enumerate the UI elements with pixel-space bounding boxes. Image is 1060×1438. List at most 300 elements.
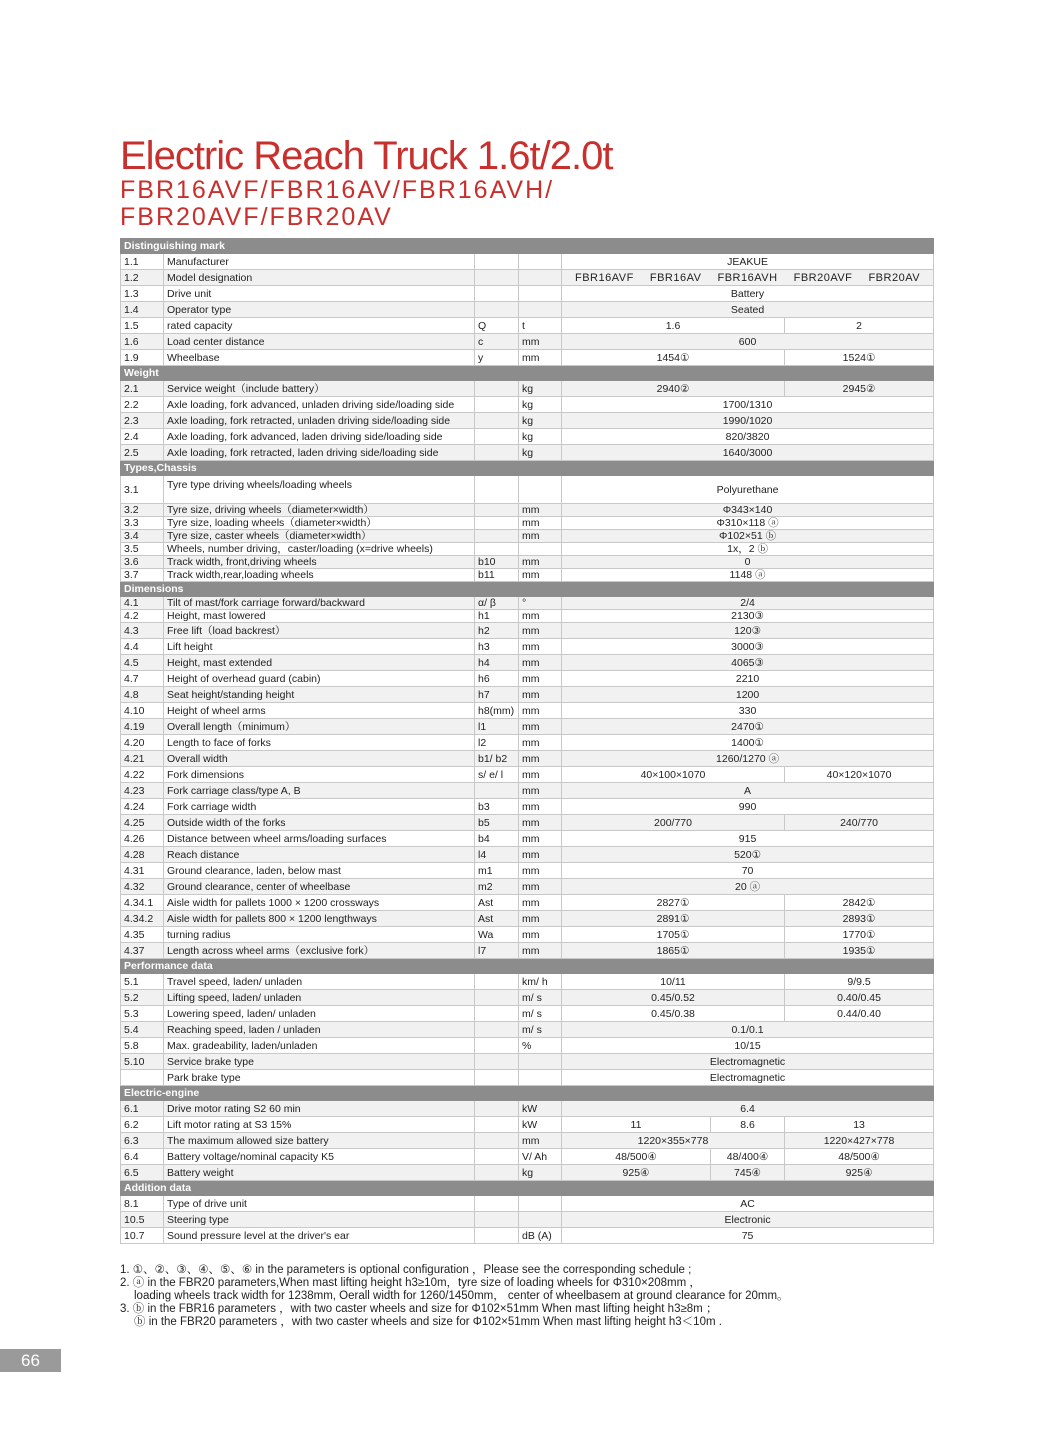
value-cell: 6.4 [562, 1101, 934, 1117]
value-cell: 0 [562, 556, 934, 569]
row-number: 1.4 [121, 302, 164, 318]
row-number: 4.5 [121, 655, 164, 671]
value-cell: 2827① [562, 895, 785, 911]
row-unit: mm [519, 504, 562, 517]
value-cell: AC [562, 1196, 934, 1212]
value-cell: 1700/1310 [562, 397, 934, 413]
row-symbol [475, 476, 519, 504]
value-cell: 1400① [562, 735, 934, 751]
footnote-line: 2. ⓐ in the FBR20 parameters,When mast lifting height h3≥10m，tyre size of loading wheels for Φ310×208mm ， [120, 1277, 701, 1289]
value-cell: Electromagnetic [562, 1070, 934, 1086]
row-name: Reach distance [164, 847, 475, 863]
value-cell: 1935① [785, 943, 934, 959]
row-number: 5.4 [121, 1022, 164, 1038]
row-symbol [475, 974, 519, 990]
table-row [121, 703, 934, 719]
table-row [121, 270, 934, 286]
value-cell: 240/770 [785, 815, 934, 831]
row-number: 4.23 [121, 783, 164, 799]
row-unit: mm [519, 569, 562, 582]
value-cell: 925④ [785, 1165, 934, 1181]
row-symbol: h3 [475, 639, 519, 655]
row-unit: dB (A) [519, 1228, 562, 1244]
row-number: 4.22 [121, 767, 164, 783]
page-number: 66 [0, 1349, 61, 1372]
section-title: Types,Chassis [121, 461, 934, 476]
row-name: Height, mast extended [164, 655, 475, 671]
row-symbol [475, 254, 519, 270]
row-number: 1.2 [121, 270, 164, 286]
model-name: FBR16AV [649, 271, 702, 284]
section-header [121, 366, 934, 381]
row-unit [519, 1054, 562, 1070]
row-name: Type of drive unit [164, 1196, 475, 1212]
value-cell: 1200 [562, 687, 934, 703]
value-cell: 2470① [562, 719, 934, 735]
row-unit [519, 1212, 562, 1228]
table-row [121, 1212, 934, 1228]
row-name: Axle loading, fork advanced, unladen driving side/loading side [164, 397, 475, 413]
row-number: 1.6 [121, 334, 164, 350]
row-number: 8.1 [121, 1196, 164, 1212]
row-number: 4.8 [121, 687, 164, 703]
value-cell: 915 [562, 831, 934, 847]
row-unit: mm [519, 1133, 562, 1149]
value-cell: 2210 [562, 671, 934, 687]
value-cell: 2130③ [562, 610, 934, 623]
row-symbol [475, 1054, 519, 1070]
row-unit: mm [519, 671, 562, 687]
value-cell: 8.6 [711, 1117, 785, 1133]
section-title: Weight [121, 366, 934, 381]
row-name: Track width, front,driving wheels [164, 556, 475, 569]
row-name: Fork carriage width [164, 799, 475, 815]
row-symbol: s/ e/ l [475, 767, 519, 783]
footnote-line: ⓑ in the FBR20 parameters ，with two caster wheels and size for Φ102×51mm When mast lifting height h3＜10m . [134, 1316, 722, 1328]
row-unit: mm [519, 863, 562, 879]
row-name: Tilt of mast/fork carriage forward/backward [164, 597, 475, 610]
row-number: 2.4 [121, 429, 164, 445]
row-symbol: l1 [475, 719, 519, 735]
value-cell: 1640/3000 [562, 445, 934, 461]
row-name: Service weight（include battery） [164, 381, 475, 397]
row-unit: km/ h [519, 974, 562, 990]
row-unit: kW [519, 1117, 562, 1133]
table-row [121, 687, 934, 703]
table-row [121, 1070, 934, 1086]
row-name: Length to face of forks [164, 735, 475, 751]
row-symbol [475, 1070, 519, 1086]
row-unit: mm [519, 687, 562, 703]
table-row [121, 1228, 934, 1244]
row-unit: m/ s [519, 1022, 562, 1038]
value-cell: 10/15 [562, 1038, 934, 1054]
row-number: 4.31 [121, 863, 164, 879]
row-number: 5.2 [121, 990, 164, 1006]
row-unit: mm [519, 783, 562, 799]
table-row [121, 671, 934, 687]
value-cell: JEAKUE [562, 254, 934, 270]
row-unit: mm [519, 517, 562, 530]
model-designation-cell [562, 270, 934, 286]
row-name: Load center distance [164, 334, 475, 350]
section-title: Dimensions [121, 582, 934, 597]
row-unit [519, 543, 562, 556]
value-cell: 40×100×1070 [562, 767, 785, 783]
value-cell: 1524① [785, 350, 934, 366]
row-symbol: b4 [475, 831, 519, 847]
row-unit: mm [519, 610, 562, 623]
row-unit: ° [519, 597, 562, 610]
value-cell: 3000③ [562, 639, 934, 655]
value-cell: 2940② [562, 381, 785, 397]
table-row [121, 334, 934, 350]
table-row [121, 831, 934, 847]
row-symbol: h6 [475, 671, 519, 687]
table-row [121, 397, 934, 413]
row-symbol: b5 [475, 815, 519, 831]
row-symbol [475, 1133, 519, 1149]
value-cell: 0.40/0.45 [785, 990, 934, 1006]
model-name: FBR20AVF [793, 271, 853, 284]
row-symbol [475, 1022, 519, 1038]
row-unit: mm [519, 895, 562, 911]
table-row [121, 783, 934, 799]
row-number: 10.7 [121, 1228, 164, 1244]
row-unit: mm [519, 847, 562, 863]
row-unit: mm [519, 703, 562, 719]
row-name: Tyre size, loading wheels（diameter×width） [164, 517, 475, 530]
row-unit: kg [519, 397, 562, 413]
row-name: Drive unit [164, 286, 475, 302]
table-row [121, 504, 934, 517]
value-cell: Electromagnetic [562, 1054, 934, 1070]
value-cell: 1220×355×778 [562, 1133, 785, 1149]
value-cell: 48/500④ [785, 1149, 934, 1165]
footnotes [120, 1264, 950, 1329]
value-cell: 48/500④ [562, 1149, 711, 1165]
row-unit: mm [519, 735, 562, 751]
section-header [121, 461, 934, 476]
row-name: Tyre size, caster wheels（diameter×width） [164, 530, 475, 543]
table-row [121, 381, 934, 397]
value-cell: 1770① [785, 927, 934, 943]
row-number: 4.25 [121, 815, 164, 831]
row-symbol: h2 [475, 623, 519, 639]
row-number: 4.34.2 [121, 911, 164, 927]
row-number: 3.2 [121, 504, 164, 517]
row-number: 4.35 [121, 927, 164, 943]
model-name: FBR20AV [868, 271, 921, 284]
row-symbol [475, 302, 519, 318]
row-name: Battery voltage/nominal capacity K5 [164, 1149, 475, 1165]
table-row [121, 517, 934, 530]
row-symbol: l7 [475, 943, 519, 959]
row-symbol [475, 1149, 519, 1165]
row-number: 4.2 [121, 610, 164, 623]
row-name: Free lift（load backrest） [164, 623, 475, 639]
footnote-line: 1. ①、②、③、④、⑤、⑥ in the parameters is optional configuration ，Please see the corresponding schedule ; [120, 1264, 692, 1276]
table-row [121, 655, 934, 671]
value-cell: Battery [562, 286, 934, 302]
row-name: Reaching speed, laden / unladen [164, 1022, 475, 1038]
row-name: Height of overhead guard (cabin) [164, 671, 475, 687]
table-row [121, 639, 934, 655]
row-name: Drive motor rating S2 60 min [164, 1101, 475, 1117]
row-unit: kg [519, 381, 562, 397]
row-name: Service brake type [164, 1054, 475, 1070]
row-name: Distance between wheel arms/loading surfaces [164, 831, 475, 847]
value-cell: 9/9.5 [785, 974, 934, 990]
footnote-line: loading wheels track width for 1238mm, Oerall width for 1260/1450mm， center of wheelbasem at ground clearance for 20mm。 [134, 1290, 789, 1302]
value-cell: 1260/1270 ⓐ [562, 751, 934, 767]
row-name: Axle loading, fork retracted, unladen driving side/loading side [164, 413, 475, 429]
row-symbol [475, 543, 519, 556]
row-name: Height, mast lowered [164, 610, 475, 623]
row-symbol: b1/ b2 [475, 751, 519, 767]
value-cell: 0.44/0.40 [785, 1006, 934, 1022]
table-row [121, 990, 934, 1006]
row-symbol [475, 1212, 519, 1228]
row-number: 4.20 [121, 735, 164, 751]
value-cell: 2893① [785, 911, 934, 927]
row-name: rated capacity [164, 318, 475, 334]
row-unit: V/ Ah [519, 1149, 562, 1165]
row-unit: kg [519, 445, 562, 461]
table-row [121, 350, 934, 366]
table-row [121, 556, 934, 569]
row-unit [519, 270, 562, 286]
value-cell: 2891① [562, 911, 785, 927]
row-number: 2.5 [121, 445, 164, 461]
row-name: Fork carriage class/type A, B [164, 783, 475, 799]
table-row [121, 1054, 934, 1070]
row-symbol: h1 [475, 610, 519, 623]
value-cell: A [562, 783, 934, 799]
row-symbol: h8(mm) [475, 703, 519, 719]
row-unit: mm [519, 655, 562, 671]
row-symbol [475, 397, 519, 413]
value-cell: 20 ⓐ [562, 879, 934, 895]
section-header [121, 239, 934, 254]
row-unit: mm [519, 927, 562, 943]
row-name: Manufacturer [164, 254, 475, 270]
row-unit: mm [519, 719, 562, 735]
row-unit: m/ s [519, 1006, 562, 1022]
row-number: 5.3 [121, 1006, 164, 1022]
value-cell: 200/770 [562, 815, 785, 831]
row-name: Tyre type driving wheels/loading wheels [164, 476, 475, 504]
row-name: Fork dimensions [164, 767, 475, 783]
table-row [121, 1133, 934, 1149]
row-unit [519, 302, 562, 318]
table-row [121, 863, 934, 879]
row-symbol [475, 530, 519, 543]
row-number: 4.28 [121, 847, 164, 863]
table-row [121, 719, 934, 735]
value-cell: 520① [562, 847, 934, 863]
value-cell: Seated [562, 302, 934, 318]
row-symbol: l4 [475, 847, 519, 863]
row-unit: m/ s [519, 990, 562, 1006]
value-cell: 11 [562, 1117, 711, 1133]
value-cell: Polyurethane [562, 476, 934, 504]
row-name: Lifting speed, laden/ unladen [164, 990, 475, 1006]
row-number: 1.9 [121, 350, 164, 366]
row-number: 3.6 [121, 556, 164, 569]
row-name: Park brake type [164, 1070, 475, 1086]
row-unit: mm [519, 767, 562, 783]
value-cell: 925④ [562, 1165, 711, 1181]
row-unit: mm [519, 751, 562, 767]
row-symbol [475, 504, 519, 517]
row-number [121, 1070, 164, 1086]
row-number: 2.1 [121, 381, 164, 397]
value-cell: 1220×427×778 [785, 1133, 934, 1149]
row-unit: mm [519, 556, 562, 569]
row-symbol: b3 [475, 799, 519, 815]
table-row [121, 569, 934, 582]
table-row [121, 597, 934, 610]
row-number: 4.37 [121, 943, 164, 959]
row-unit: mm [519, 879, 562, 895]
row-number: 4.34.1 [121, 895, 164, 911]
table-row [121, 1165, 934, 1181]
table-row [121, 610, 934, 623]
row-unit: mm [519, 334, 562, 350]
row-number: 1.1 [121, 254, 164, 270]
row-symbol: h4 [475, 655, 519, 671]
row-name: Lowering speed, laden/ unladen [164, 1006, 475, 1022]
section-title: Performance data [121, 959, 934, 974]
row-number: 4.19 [121, 719, 164, 735]
value-cell: 40×120×1070 [785, 767, 934, 783]
table-row [121, 543, 934, 556]
value-cell: 1865① [562, 943, 785, 959]
table-row [121, 429, 934, 445]
row-unit: mm [519, 350, 562, 366]
value-cell: 1454① [562, 350, 785, 366]
model-subtitle-line1: FBR16AVF/FBR16AV/FBR16AVH/ [120, 176, 555, 204]
row-number: 6.1 [121, 1101, 164, 1117]
row-number: 4.7 [121, 671, 164, 687]
section-header [121, 959, 934, 974]
table-row [121, 735, 934, 751]
row-number: 6.3 [121, 1133, 164, 1149]
value-cell: 2842① [785, 895, 934, 911]
table-row [121, 799, 934, 815]
row-number: 5.10 [121, 1054, 164, 1070]
row-symbol [475, 1038, 519, 1054]
row-name: Overall width [164, 751, 475, 767]
row-unit [519, 1196, 562, 1212]
row-symbol: m1 [475, 863, 519, 879]
row-symbol: Wa [475, 927, 519, 943]
row-number: 3.4 [121, 530, 164, 543]
value-cell: 600 [562, 334, 934, 350]
row-unit: kg [519, 1165, 562, 1181]
section-header [121, 1086, 934, 1101]
row-name: Ground clearance, center of wheelbase [164, 879, 475, 895]
section-title: Distinguishing mark [121, 239, 934, 254]
row-number: 10.5 [121, 1212, 164, 1228]
value-cell: 70 [562, 863, 934, 879]
value-cell: 1.6 [562, 318, 785, 334]
value-cell: 990 [562, 799, 934, 815]
row-symbol: Q [475, 318, 519, 334]
spec-table [120, 238, 934, 1244]
row-symbol [475, 286, 519, 302]
value-cell: 745④ [711, 1165, 785, 1181]
row-unit [519, 1070, 562, 1086]
row-number: 3.3 [121, 517, 164, 530]
value-cell: 2945② [785, 381, 934, 397]
value-cell: 120③ [562, 623, 934, 639]
table-row [121, 623, 934, 639]
row-number: 3.5 [121, 543, 164, 556]
row-number: 2.2 [121, 397, 164, 413]
row-unit: mm [519, 799, 562, 815]
row-name: Wheels, number driving，caster/loading (x=drive wheels) [164, 543, 475, 556]
row-number: 3.7 [121, 569, 164, 582]
row-number: 4.26 [121, 831, 164, 847]
row-number: 3.1 [121, 476, 164, 504]
footnote-line: 3. ⓑ in the FBR16 parameters ，with two caster wheels and size for Φ102×51mm When mast lifting height h3≥8m ； [120, 1303, 718, 1315]
row-name: Travel speed, laden/ unladen [164, 974, 475, 990]
value-cell: 0.1/0.1 [562, 1022, 934, 1038]
row-number: 4.3 [121, 623, 164, 639]
row-name: turning radius [164, 927, 475, 943]
row-symbol [475, 413, 519, 429]
value-cell: 1148 ⓐ [562, 569, 934, 582]
section-header [121, 582, 934, 597]
row-name: Wheelbase [164, 350, 475, 366]
row-symbol [475, 445, 519, 461]
row-name: Sound pressure level at the driver's ear [164, 1228, 475, 1244]
row-symbol: c [475, 334, 519, 350]
row-unit: kg [519, 429, 562, 445]
table-row [121, 847, 934, 863]
page-title: Electric Reach Truck 1.6t/2.0t [120, 134, 613, 178]
row-symbol: Ast [475, 895, 519, 911]
row-unit: kW [519, 1101, 562, 1117]
row-name: Lift height [164, 639, 475, 655]
table-row [121, 974, 934, 990]
value-cell: 330 [562, 703, 934, 719]
table-row [121, 254, 934, 270]
row-symbol [475, 381, 519, 397]
value-cell: 0.45/0.38 [562, 1006, 785, 1022]
row-number: 6.2 [121, 1117, 164, 1133]
table-row [121, 1022, 934, 1038]
row-symbol [475, 1006, 519, 1022]
row-symbol [475, 517, 519, 530]
value-cell: 0.45/0.52 [562, 990, 785, 1006]
row-symbol [475, 783, 519, 799]
row-symbol [475, 1117, 519, 1133]
row-unit: t [519, 318, 562, 334]
row-symbol: α/ β [475, 597, 519, 610]
row-name: Height of wheel arms [164, 703, 475, 719]
table-row [121, 943, 934, 959]
table-row [121, 1101, 934, 1117]
row-unit: mm [519, 623, 562, 639]
row-symbol: m2 [475, 879, 519, 895]
value-cell: 48/400④ [711, 1149, 785, 1165]
row-symbol [475, 429, 519, 445]
row-symbol: h7 [475, 687, 519, 703]
row-unit: mm [519, 530, 562, 543]
